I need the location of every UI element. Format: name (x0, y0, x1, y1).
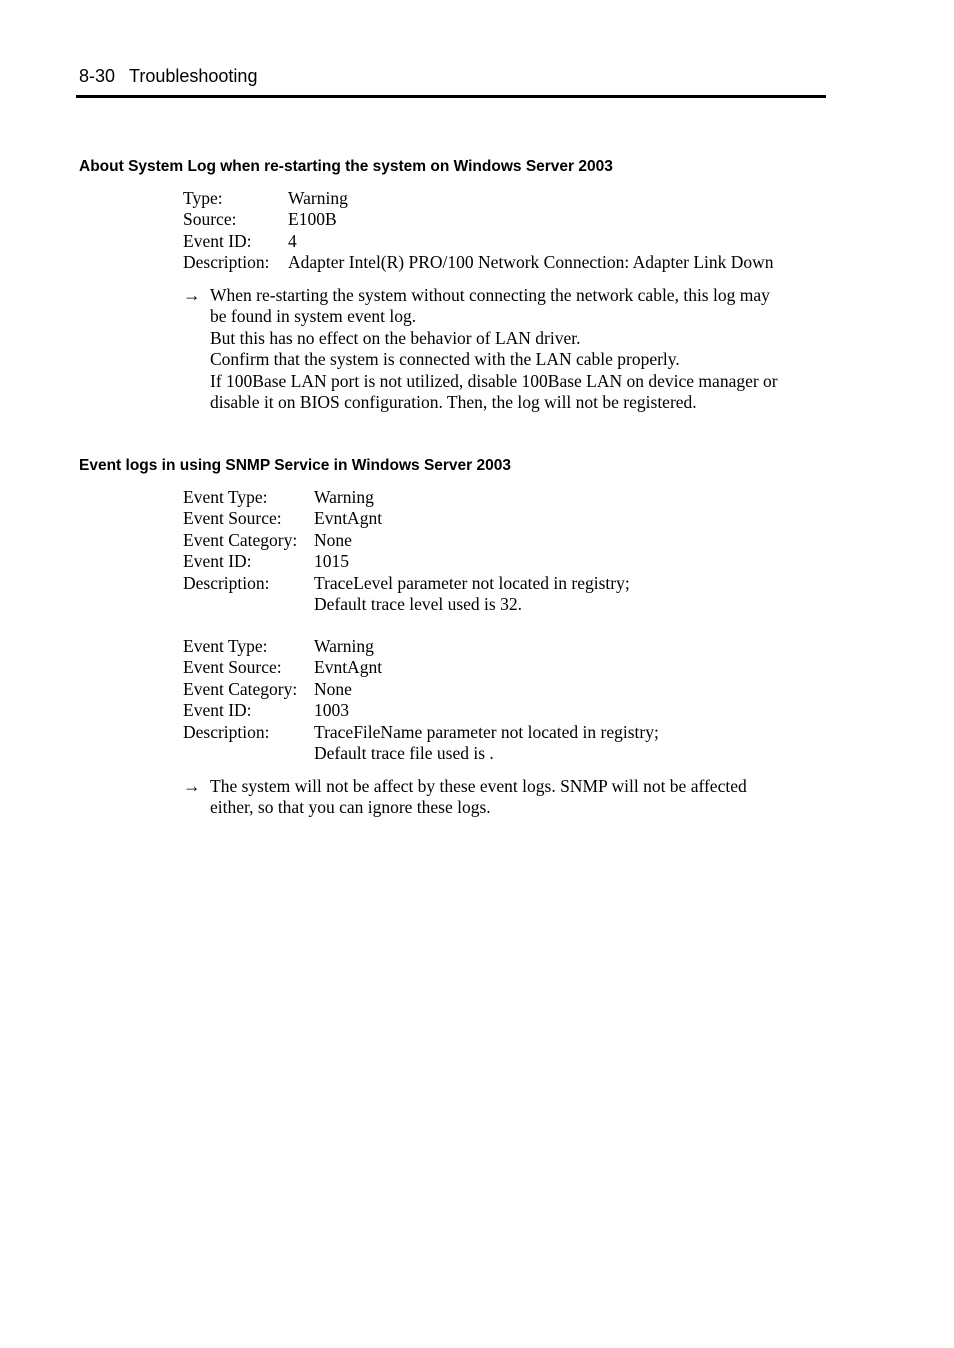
field-value: 1003 (314, 700, 349, 721)
note-line: be found in system event log. (210, 306, 417, 327)
section2-log1-fields (183, 487, 630, 615)
section1-log-fields (183, 188, 774, 274)
note-line: But this has no effect on the behavior of LAN driver. (210, 327, 581, 348)
log-field-row (183, 530, 630, 551)
field-value: 1015 (314, 551, 349, 572)
field-key: Description: (183, 721, 270, 742)
log-field-row (183, 508, 630, 529)
field-value: Warning (314, 636, 374, 656)
log-field-row (183, 551, 630, 572)
log-field-row (183, 679, 659, 700)
field-value: Warning (314, 487, 374, 507)
arrow-icon: → (183, 776, 201, 796)
field-value: None (314, 529, 352, 550)
field-value: EvntAgnt (314, 657, 383, 678)
note-line: disable it on BIOS configuration. Then, the log will not be registered. (210, 392, 697, 413)
field-value: Default trace file used is . (314, 743, 494, 764)
log-field-row (183, 722, 659, 743)
section1-note (183, 285, 823, 413)
log-field-row (183, 252, 774, 273)
log-field-row (183, 594, 630, 615)
field-key: Description: (183, 252, 270, 273)
field-value: EvntAgnt (314, 508, 383, 529)
field-value: None (314, 678, 352, 699)
arrow-icon: → (183, 285, 201, 305)
field-key: Event Category: (183, 529, 298, 550)
field-key (183, 594, 314, 615)
field-value: Default trace level used is 32. (314, 594, 522, 615)
field-key: Event ID: (183, 551, 252, 572)
log-field-row (183, 700, 659, 721)
log-field-row (183, 231, 774, 252)
page-number: 8-30 (79, 66, 116, 86)
section2-heading: Event logs in using SNMP Service in Windows Server 2003 (79, 457, 511, 474)
log-field-row (183, 636, 659, 657)
field-value: 4 (288, 230, 297, 251)
field-key: Event ID: (183, 230, 252, 251)
field-key: Description: (183, 572, 270, 593)
field-key: Event Type: (183, 636, 268, 656)
field-value: TraceFileName parameter not located in registry; (314, 721, 659, 742)
field-key: Type: (183, 188, 223, 208)
note-line: Confirm that the system is connected with the LAN cable properly. (210, 349, 680, 370)
header-rule (76, 95, 826, 98)
field-value: Warning (288, 188, 348, 208)
log-field-row (183, 188, 774, 209)
section2-note (183, 776, 823, 819)
log-field-row (183, 209, 774, 230)
field-value: Adapter Intel(R) PRO/100 Network Connection: Adapter Link Down (288, 252, 774, 273)
page-header (79, 64, 257, 88)
field-key: Event Source: (183, 657, 282, 678)
log-field-row (183, 487, 630, 508)
field-value: E100B (288, 209, 337, 230)
section-title: Troubleshooting (129, 66, 258, 86)
field-value: TraceLevel parameter not located in registry; (314, 572, 630, 593)
field-key: Event Type: (183, 487, 268, 507)
note-line: When re-starting the system without connecting the network cable, this log may (210, 285, 770, 305)
log-field-row (183, 573, 630, 594)
field-key: Event Category: (183, 678, 298, 699)
note-line: The system will not be affect by these event logs. SNMP will not be affected (210, 776, 747, 796)
log-field-row (183, 657, 659, 678)
field-key: Event ID: (183, 700, 252, 721)
log-field-row (183, 743, 659, 764)
field-key (183, 743, 314, 764)
section1-heading: About System Log when re-starting the system on Windows Server 2003 (79, 158, 613, 175)
section2-log2-fields (183, 636, 659, 764)
field-key: Event Source: (183, 508, 282, 529)
note-line: If 100Base LAN port is not utilized, disable 100Base LAN on device manager or (210, 370, 778, 391)
note-line: either, so that you can ignore these logs. (210, 797, 491, 818)
field-key: Source: (183, 209, 237, 230)
